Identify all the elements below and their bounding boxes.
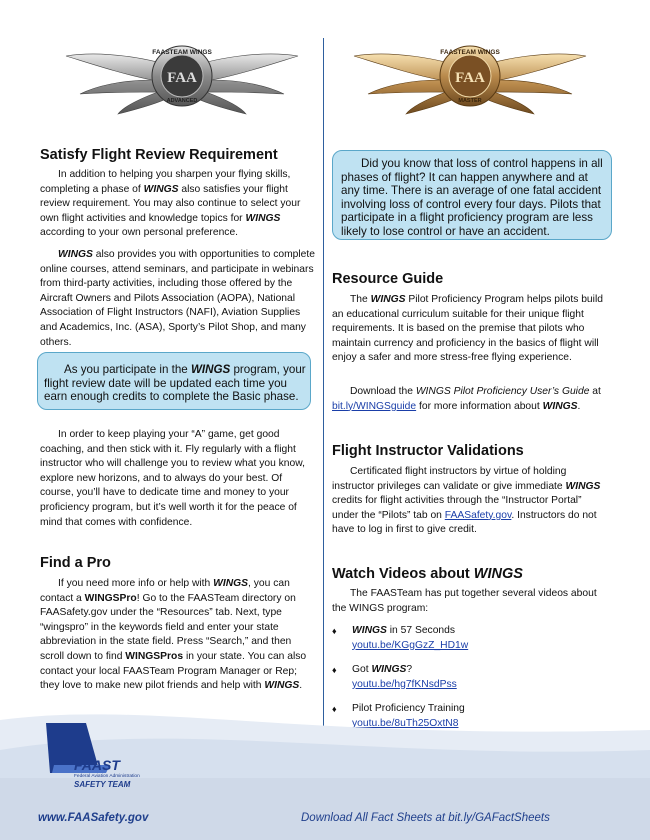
video-list-item — [332, 663, 610, 692]
wings-advanced-pin-graphic — [62, 30, 302, 130]
resource-guide-heading: Resource Guide — [332, 271, 444, 287]
wings-master-pin-graphic — [350, 30, 590, 130]
wings-emphasis: WINGS — [542, 400, 578, 412]
text-run: , you can contact a — [40, 578, 290, 604]
text-run: in your state. You can also contact your local FAASTeam Program Manager or Rep; they love to make new pilot friends and help with — [40, 650, 307, 692]
wings-emphasis: WINGS — [565, 480, 601, 492]
loss-of-control-callout-text: Did you know that loss of control happens in all phases of flight? It can happen anywhere and at any time. There is an average of one fatal accident involving loss of control every four days. Pilots that participate in a flight proficiency program are less likely to lose control or have an accident. — [341, 157, 603, 238]
text-run: for more information about — [416, 400, 543, 412]
video-title — [352, 624, 610, 639]
column-divider — [323, 38, 324, 728]
flight-review-callout-text — [44, 363, 306, 403]
faast-logo-name: FAAST — [74, 757, 120, 773]
video-title — [352, 663, 610, 678]
text-run: at — [589, 386, 601, 397]
wings-master-top-text: FAASTEAM WINGS — [440, 49, 500, 56]
resource-paragraph-2 — [332, 385, 610, 414]
wings-advanced-center-text: FAA — [167, 70, 197, 86]
find-pro-heading: Find a Pro — [40, 555, 111, 571]
text-run: In addition to helping you sharpen your flying skills, completing a phase of — [40, 169, 291, 195]
footer-website-link[interactable]: www.FAASafety.gov — [38, 812, 149, 824]
resource-paragraph-1 — [332, 293, 610, 366]
satisfy-paragraph-1 — [40, 168, 318, 241]
wings-emphasis: WINGS — [58, 249, 93, 260]
italic-term: WINGS Pilot Proficiency User’s Guide — [415, 386, 590, 397]
wings-emphasis: WINGS — [371, 664, 407, 676]
flight-review-callout — [37, 352, 311, 410]
inline-link[interactable]: bit.ly/WINGSguide — [332, 400, 417, 412]
videos-intro: The FAASTeam has put together several videos about the WINGS program: — [332, 588, 597, 614]
faast-logo-line1: Federal Aviation Administration — [74, 774, 140, 779]
text-run: also satisfies your flight review requirement. You may also continue to select your own flight activities and knowledge topics for — [40, 183, 301, 224]
wings-emphasis: WINGS — [264, 680, 300, 692]
satisfy-heading: Satisfy Flight Review Requirement — [40, 147, 278, 163]
game-paragraph: In order to keep playing your “A” game, get good coaching, and then stick with it. Fly regularly with a flight instructor who will challenge you to review what you know, explore new horizons, and to always do your best. Of course, you’ll have to dedicate time and money to your proficiency program, but it’s well worth it for the peace of mind that comes with confidence. — [40, 429, 305, 528]
wings-emphasis: WINGS — [245, 212, 281, 224]
bold-term: WINGSPro — [84, 592, 137, 604]
bold-term: WINGSPros — [125, 650, 184, 662]
video-link[interactable]: youtu.be/KGgGzZ_HD1w — [352, 639, 469, 651]
videos-heading-prefix: Watch Videos about — [332, 566, 474, 582]
wings-advanced-top-text: FAASTEAM WINGS — [152, 49, 212, 56]
wings-master-bottom-text: MASTER — [458, 98, 482, 104]
videos-heading — [332, 566, 523, 582]
footer-download-text: Download All Fact Sheets at bit.ly/GAFactSheets — [301, 812, 550, 824]
video-list-item — [332, 624, 610, 653]
text-run: . — [299, 680, 303, 692]
text-run: . — [577, 400, 581, 412]
video-link[interactable]: youtu.be/8uTh25OxtN8 — [352, 717, 459, 729]
text-run: As you participate in the — [64, 363, 191, 376]
text-run: The — [350, 294, 371, 305]
instructor-heading: Flight Instructor Validations — [332, 443, 524, 459]
text-run: in 57 Seconds — [386, 625, 456, 636]
text-run: If you need more info or help with — [58, 578, 214, 589]
find-pro-paragraph — [40, 577, 318, 694]
wings-advanced-bottom-text: ADVANCED — [166, 98, 198, 104]
text-run: also provides you with opportunities to complete online courses, attend seminars, and participate in webinars from third-party activities, including those offered by the Aircraft Owners and Pilots Association (AOPA), National Association of Flight Instructors (NAFI), Aviation Supplies and Academics, Inc. (ASA), Sporty’s Pilot Shop, and many others. — [40, 249, 315, 348]
videos-heading-em: WINGS — [473, 566, 523, 582]
loss-of-control-callout — [332, 150, 612, 240]
wings-advanced-pin — [62, 30, 302, 130]
text-run: . Instructors do not have to log in first to give credit. — [332, 509, 597, 536]
instructor-paragraph — [332, 465, 610, 538]
text-run: according to your own personal preference. — [40, 227, 239, 239]
wings-master-pin — [350, 30, 590, 130]
wings-emphasis: WINGS — [352, 625, 387, 636]
wings-emphasis: WINGS — [190, 363, 231, 376]
wings-emphasis: WINGS — [370, 294, 406, 305]
text-run: Pilot Proficiency Training — [352, 703, 465, 715]
text-run: Certificated flight instructors by virtue of holding instructor privileges can validate or give immediate — [332, 466, 567, 492]
faast-logo-line2: SAFETY TEAM — [74, 780, 131, 789]
wings-emphasis: WINGS — [213, 578, 249, 589]
text-run: Pilot Proficiency Program helps pilots build an educational curriculum suitable for their unique flight requirements. It is based on the premise that pilots who maintain currency and proficiency in the basics of flight will enjoy a safer and more stress-free flying experience. — [332, 294, 603, 364]
wings-master-center-text: FAA — [455, 70, 485, 86]
inline-link[interactable]: FAASafety.gov — [444, 509, 512, 521]
text-run: ? — [406, 664, 413, 676]
wings-emphasis: WINGS — [143, 183, 179, 195]
faast-logo — [40, 715, 140, 795]
satisfy-paragraph-2 — [40, 248, 318, 350]
text-run: Download the — [350, 386, 416, 397]
text-run: program, your flight review date will be updated each time you earn enough credits to complete the Basic phase. — [44, 363, 306, 404]
diamond-bullet-icon: ♦ — [332, 626, 337, 636]
text-run: Got — [352, 664, 372, 676]
text-run: credits for flight activities through the “Instructor Portal” under the “Pilots” tab on — [332, 495, 582, 521]
diamond-bullet-icon: ♦ — [332, 665, 337, 676]
diamond-bullet-icon: ♦ — [332, 704, 337, 715]
text-run: ! Go to the FAASTeam directory on FAASafety.gov under the “Resources” tab. Next, type “wingspro” in the keywords field and enter your state abbreviation in the state field. Press “Search,” and then scroll down to find — [40, 592, 296, 662]
video-link[interactable]: youtu.be/hg7fKNsdPss — [352, 678, 457, 690]
